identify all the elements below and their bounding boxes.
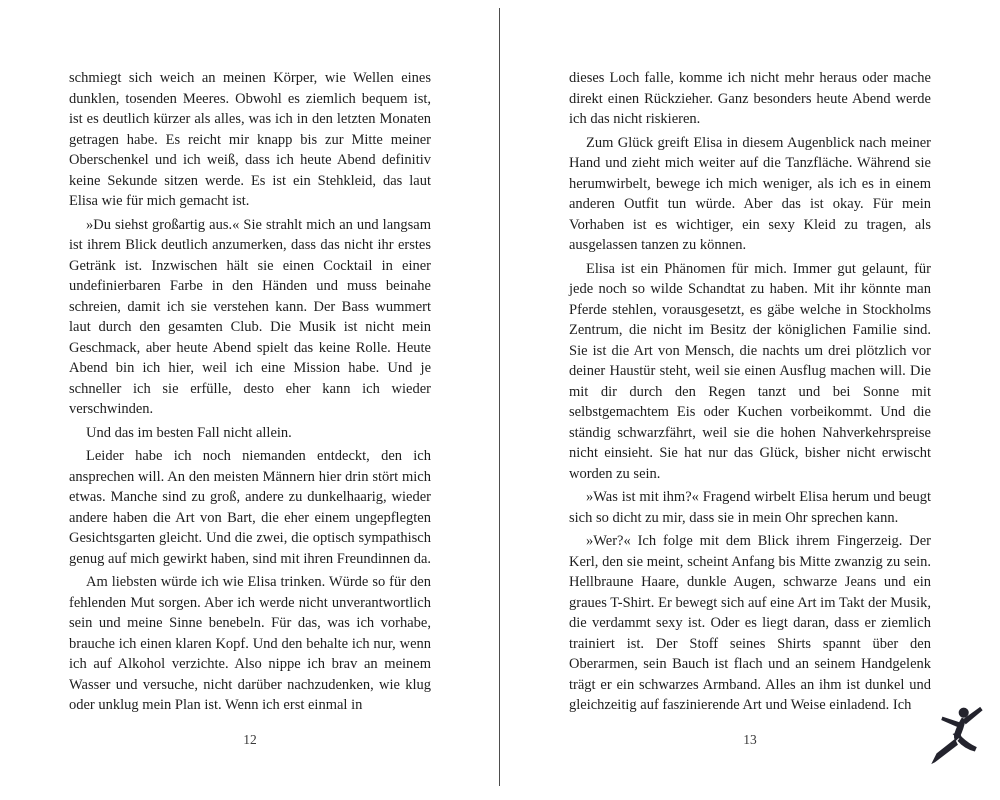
paragraph: Am liebsten würde ich wie Elisa trinken. Würde so für den fehlenden Mut sorgen. Aber ich werde nicht unverantwortlich sein und meine Sinne benebeln. Für das, was ich vorhabe, brauche ich einen klaren Kopf. Und den behalte ich nur, wenn ich auf Alkohol verzichte. Also nippe ich brav an meinem Wasser und versuche, nicht darüber nachzudenken, wie klug oder unklug mein Plan ist. Wenn ich erst einmal in (69, 574, 431, 713)
page-divider (499, 8, 500, 786)
page-left-text (69, 68, 431, 716)
paragraph: dieses Loch falle, komme ich nicht mehr heraus oder mache direkt einen Rückzieher. Ganz besonders heute Abend werde ich das nicht riskieren. (569, 70, 931, 127)
page-number-right: 13 (743, 732, 757, 747)
paragraph: Leider habe ich noch niemanden entdeckt, den ich ansprechen will. An den meisten Männern hier drin stört mich etwas. Manche sind zu groß, andere zu dunkelhaarig, wieder andere haben die Art von Bart, die eher einem ungepflegten Gesichtsgarten gleicht. Und die zwei, die optisch sympathisch genug auf mich gewirkt haben, sind mit ihren Freundinnen da. (69, 448, 432, 567)
paragraph: Und das im besten Fall nicht allein. (86, 424, 292, 441)
page-number-left: 12 (243, 732, 257, 747)
paragraph: schmiegt sich weich an meinen Körper, wie Wellen eines dunklen, tosenden Meeres. Obwohl es ziemlich bequem ist, ist es deutlich kürzer als alles, was ich in den letzten Monaten getragen habe. Es reicht mir knapp bis zur Mitte meiner Oberschenkel und ich weiß, dass ich heute Abend definitiv keine Sekunde sitzen werde. Es ist ein Stehkleid, das laut Elisa wie für mich gemacht ist. (69, 70, 431, 209)
page-right-text (569, 68, 931, 716)
paragraph: »Wer?« Ich folge mit dem Blick ihrem Fingerzeig. Der Kerl, den sie meint, scheint Anfang bis Mitte zwanzig zu sein. Hellbraune Haare, dunkle Augen, schwarze Jeans und ein graues T-Shirt. Er bewegt sich auf eine Art im Takt der Musik, die verdammt sexy ist. Oder es liegt daran, dass er ziemlich trainiert ist. Der Stoff seines Shirts spannt über den Oberarmen, sein Bauch ist flach und an seinem Handgelenk trägt er ein schwarzes Armband. Alles an ihm ist dunkel und gleichzeitig auf faszinierende Art und Weise einladend. Ich (569, 533, 931, 713)
paragraph: »Was ist mit ihm?« Fragend wirbelt Elisa herum und beugt sich so dicht zu mir, dass sie in mein Ohr sprechen kann. (569, 489, 931, 526)
paragraph: Elisa ist ein Phänomen für mich. Immer gut gelaunt, für jede noch so wilde Schandtat zu haben. Mit ihr könnte man Pferde stehlen, vorausgesetzt, es gäbe welche in Stockholms Zentrum, die nicht im Besitz der königlichen Familie sind. Sie ist die Art von Mensch, die nachts um drei plötzlich vor deiner Haustür steht, weil sie einen Ausflug machen will. Die mit dir durch den Regen tanzt und bei Sonne mit selbstgemachtem Eis oder Kuchen vorbeikommt. Und die ständig schwarzfährt, weil sie die hohen Nahverkehrspreise nicht einsieht. Sie hat nur das Glück, bisher nicht erwischt worden zu sein. (569, 260, 931, 482)
paragraph: Zum Glück greift Elisa in diesem Augenblick nach meiner Hand und zieht mich weiter auf die Tanzfläche. Während sie herumwirbelt, bewege ich mich weniger, als ich es in einem anderen Outfit tun würde. Aber das ist okay. Für mein Vorhaben ist es wichtiger, ein sexy Kleid zu tragen, als ausgelassen tanzen zu können. (569, 134, 931, 253)
page-left (69, 68, 432, 747)
page-right (569, 68, 931, 747)
paragraph: »Du siehst großartig aus.« Sie strahlt mich an und langsam ist ihrem Blick deutlich anzumerken, dass das nicht ihr erstes Getränk ist. Inzwischen hält sie einen Cocktail in einer undefinierbaren Farbe in den Händen und muss beinahe schreien, damit ich sie verstehen kann. Der Bass wummert laut durch den gesamten Club. Die Musik ist nicht mein Geschmack, aber heute Abend spielt das keine Rolle. Heute Abend bin ich hier, weil ich eine Mission habe. Und je schneller ich sie erfülle, desto eher kann ich wieder verschwinden. (69, 216, 431, 417)
ballet-dancer-icon (924, 700, 986, 770)
